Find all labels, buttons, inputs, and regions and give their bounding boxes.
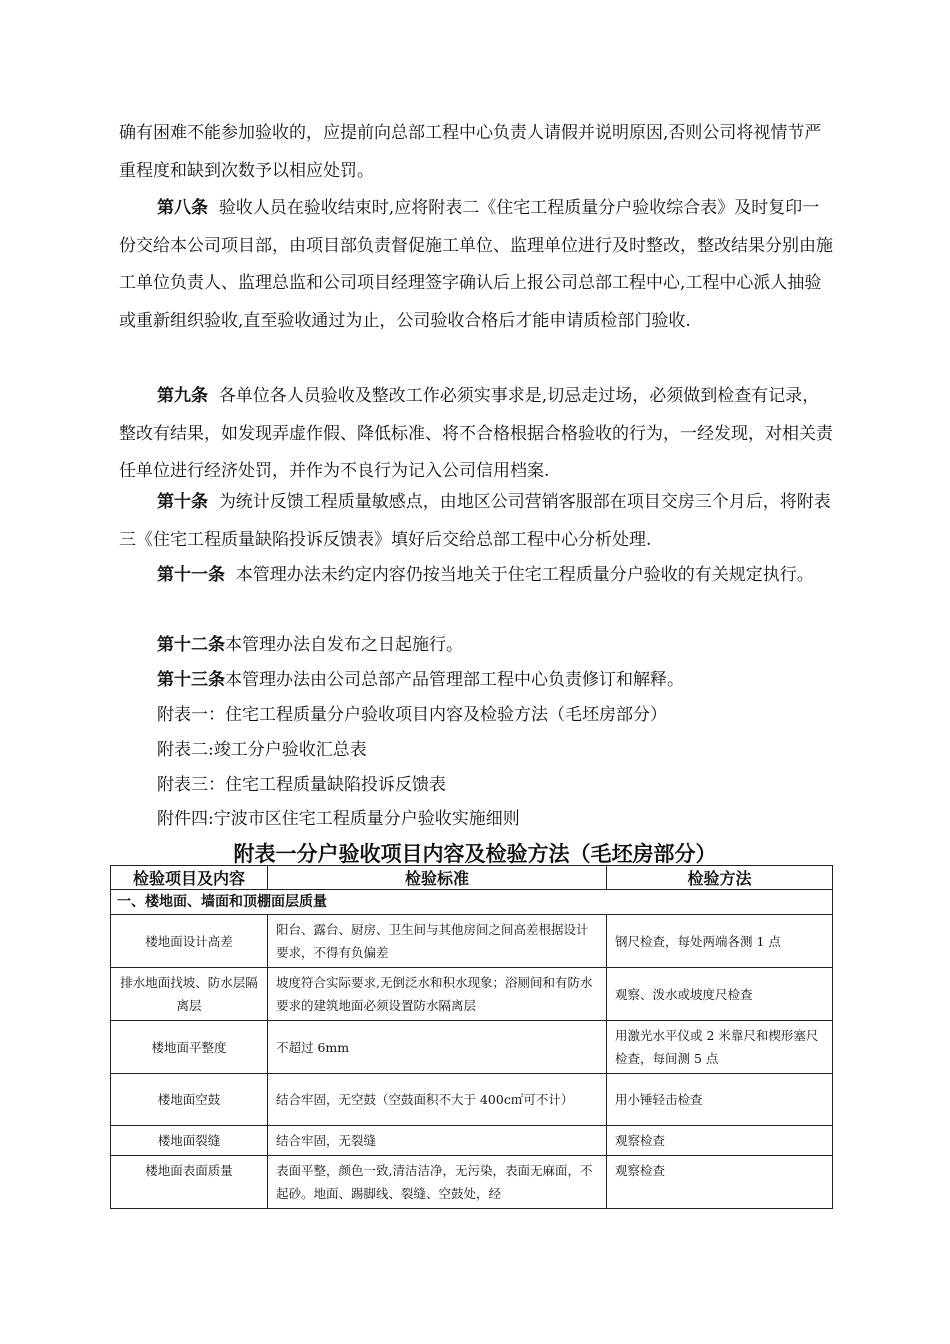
- cell-standard: 结合牢固，无裂缝: [268, 1126, 607, 1156]
- cell-method: 观察检查: [607, 1156, 833, 1209]
- paragraph-continuation: [119, 115, 835, 190]
- cell-standard: 表面平整，颜色一致,清洁洁净，无污染，表面无麻面，不起砂。地面、踢脚线、裂缝、空鼓处，经: [268, 1156, 607, 1209]
- cell-method: 钢尺检查，每处两端各测 1 点: [607, 915, 833, 968]
- inspection-table: [110, 865, 833, 1209]
- section-title: 一、楼地面、墙面和顶棚面层质量: [111, 890, 833, 915]
- article-label: 第十一条: [157, 565, 225, 585]
- attachment-4: 附件四:宁波市区住宅工程质量分户验收实施细则: [157, 809, 520, 829]
- cell-standard: 结合牢固，无空鼓（空鼓面积不大于 400c㎡可不计）: [268, 1074, 607, 1126]
- article-text: 为统计反馈工程质量敏感点，由地区公司营销客服部在项目交房三个月后，将附表三《住宅工程质量缺陷投诉反馈表》填好后交给总部工程中心分析处理.: [119, 492, 831, 550]
- article-12: [157, 632, 463, 658]
- header-item: 检验项目及内容: [111, 866, 268, 890]
- cell-item: 楼地面设计高差: [111, 915, 268, 968]
- table-row: [111, 968, 833, 1021]
- article-label: 第十三条: [157, 670, 225, 690]
- cell-method: 用激光水平仪或 2 米靠尺和楔形塞尺检查，每间测 5 点: [607, 1021, 833, 1074]
- article-11: [119, 557, 835, 595]
- article-label: 第十二条: [157, 635, 225, 655]
- cell-item: 排水地面找坡、防水层隔离层: [111, 968, 268, 1021]
- cell-item: 楼地面空鼓: [111, 1074, 268, 1126]
- article-8: [119, 190, 835, 340]
- attachment-2: 附表二:竣工分户验收汇总表: [157, 740, 367, 760]
- article-text: 验收人员在验收结束时,应将附表二《住宅工程质量分户验收综合表》及时复印一份交给本公司项目部，由项目部负责督促施工单位、监理单位进行及时整改，整改结果分别由施工单位负责人、监理总监和公司项目经理签字确认后上报公司总部工程中心,工程中心派人抽验或重新组织验收,直至验收通过为止，公司验收合格后才能申请质检部门验收.: [119, 198, 833, 331]
- table-header-row: [111, 866, 833, 890]
- header-method: 检验方法: [607, 866, 833, 890]
- table-row: [111, 915, 833, 968]
- cell-method: 观察、泼水或坡度尺检查: [607, 968, 833, 1021]
- cell-method: 观察检查: [607, 1126, 833, 1156]
- article-text: 本管理办法未约定内容仍按当地关于住宅工程质量分户验收的有关规定执行。: [235, 565, 814, 585]
- cell-item: 楼地面表面质量: [111, 1156, 268, 1209]
- cell-item: 楼地面裂缝: [111, 1126, 268, 1156]
- attachment-3: 附表三：住宅工程质量缺陷投诉反馈表: [157, 775, 446, 795]
- table-row: [111, 1074, 833, 1126]
- attachment-1: 附表一：住宅工程质量分户验收项目内容及检验方法（毛坯房部分）: [157, 705, 667, 725]
- article-label: 第九条: [157, 386, 208, 406]
- article-text: 本管理办法自发布之日起施行。: [225, 635, 463, 655]
- article-label: 第八条: [157, 198, 208, 218]
- cell-standard: 不超过 6mm: [268, 1021, 607, 1074]
- table-title: 附表一分户验收项目内容及检验方法（毛坯房部分）: [233, 842, 717, 866]
- cell-item: 楼地面平整度: [111, 1021, 268, 1074]
- article-label: 第十条: [157, 492, 208, 512]
- cell-standard: 坡度符合实际要求,无倒泛水和积水现象；浴厕间和有防水要求的建筑地面必须设置防水隔离层: [268, 968, 607, 1021]
- cell-method: 用小锤轻击检查: [607, 1074, 833, 1126]
- article-13: [157, 667, 684, 693]
- cell-standard: 阳台、露台、厨房、卫生间与其他房间之间高差根据设计要求，不得有负偏差: [268, 915, 607, 968]
- table-row: [111, 1126, 833, 1156]
- article-10: [119, 484, 835, 559]
- article-9: [119, 378, 835, 491]
- table-row: [111, 1021, 833, 1074]
- article-text: 各单位各人员验收及整改工作必须实事求是,切忌走过场，必须做到检查有记录，整改有结果，如发现弄虚作假、降低标准、将不合格根据合格验收的行为，一经发现，对相关责任单位进行经济处罚，并作为不良行为记入公司信用档案.: [119, 386, 833, 481]
- table-section-row: [111, 890, 833, 915]
- header-standard: 检验标准: [268, 866, 607, 890]
- article-text: 本管理办法由公司总部产品管理部工程中心负责修订和解释。: [225, 670, 684, 690]
- table-row: [111, 1156, 833, 1209]
- paragraph-text: 确有困难不能参加验收的，应提前向总部工程中心负责人请假并说明原因,否则公司将视情节严重程度和缺到次数予以相应处罚。: [119, 123, 822, 181]
